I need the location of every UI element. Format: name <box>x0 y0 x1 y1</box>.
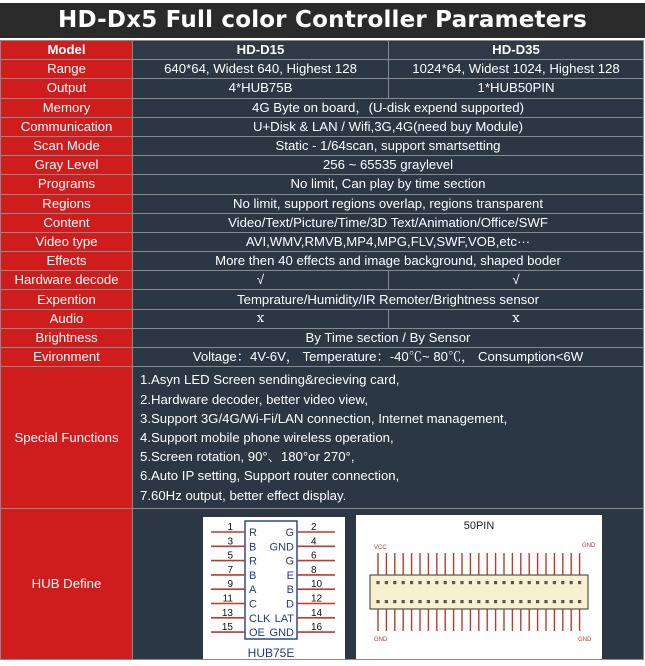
pin50-pad <box>570 600 573 603</box>
pin50-diagram <box>356 515 602 660</box>
row-label: Video type <box>1 232 133 251</box>
hub75e-right-pin-label: G <box>285 555 294 568</box>
hub75e-left-pin-label: R <box>249 527 257 540</box>
header-model-2: HD-D35 <box>389 41 644 60</box>
hub75e-right-pin-label: LAT <box>274 612 294 625</box>
hub75e-right-pin-label: GND <box>269 541 294 554</box>
header-model-1: HD-D15 <box>133 41 389 60</box>
pin50-pad <box>469 600 472 603</box>
header-row <box>1 41 644 60</box>
special-functions-label: Special Functions <box>1 367 133 509</box>
hub75e-left-pin-label: A <box>249 584 257 597</box>
row-value: No limit, support regions overlap, regions transparent <box>133 194 644 213</box>
pin50-pad <box>418 581 421 584</box>
hub75e-left-pin-number: 3 <box>227 536 233 548</box>
pin50-pad <box>561 581 564 584</box>
pin50-pad <box>402 600 405 603</box>
pin50-gnd-bottom-label-2: GND <box>578 637 592 644</box>
pin50-pad <box>544 581 547 584</box>
hub75e-right-pin-number: 10 <box>311 579 323 591</box>
row-value-2: 1*HUB50PIN <box>389 79 644 98</box>
hub75e-right-pin-label: B <box>286 584 294 597</box>
hub75e-right-pin-label: G <box>285 527 294 540</box>
check-mark: √ <box>133 271 389 290</box>
pin50-pad <box>544 600 547 603</box>
pin50-pad <box>528 600 531 603</box>
row-value-1: 640*64, Widest 640, Highest 128 <box>133 60 389 79</box>
pin50-pad <box>502 600 505 603</box>
hub-define-row <box>1 509 644 660</box>
hub-define-label: HUB Define <box>1 509 133 660</box>
row-label: Communication <box>1 117 133 136</box>
pin50-pad <box>469 581 472 584</box>
pin50-connector-svg <box>356 515 602 660</box>
row-value: U+Disk & LAN / Wifi,3G,4G(need buy Module) <box>133 117 644 136</box>
hub75e-left-pin-number: 15 <box>221 622 233 634</box>
special-functions-row <box>1 367 644 509</box>
pin50-pad <box>393 581 396 584</box>
pin50-pad <box>477 600 480 603</box>
hub75e-left-pin-label: B <box>249 570 257 583</box>
row-value: By Time section / By Sensor <box>133 328 644 347</box>
row-value-1: 4*HUB75B <box>133 79 389 98</box>
row-label: Brightness <box>1 328 133 347</box>
special-item: 4.Support mobile phone wireless operation, <box>140 430 394 446</box>
cross-mark: x <box>133 309 389 328</box>
special-functions-list <box>133 367 644 509</box>
pin50-pad <box>460 581 463 584</box>
hub75e-left-pin-number: 13 <box>221 607 233 619</box>
row-label: Audio <box>1 309 133 328</box>
hub75e-left-pin-label: CLK <box>249 612 271 625</box>
hub75e-right-pin-label: GND <box>269 627 294 640</box>
hub75e-right-pin-number: 4 <box>311 536 317 548</box>
hub75e-right-pin-number: 8 <box>311 565 317 577</box>
row-label: Expention <box>1 290 133 309</box>
hub75e-right-pin-number: 12 <box>311 593 323 605</box>
row-value: No limit, Can play by time section <box>133 175 644 194</box>
pin50-pad <box>418 600 421 603</box>
row-value: 4G Byte on board，(U-disk expend supported) <box>133 98 644 117</box>
pin50-pad <box>536 600 539 603</box>
row-label: Hardware decode <box>1 271 133 290</box>
sheet-title: HD-Dx5 Full color Controller Parameters <box>0 3 645 38</box>
row-label: Regions <box>1 194 133 213</box>
pin50-pad <box>402 581 405 584</box>
pin50-pad <box>553 600 556 603</box>
pin50-pad <box>561 600 564 603</box>
pin50-pad <box>376 581 379 584</box>
hub75e-right-pin-number: 14 <box>311 607 323 619</box>
pin50-pad <box>444 600 447 603</box>
pin50-pad <box>494 581 497 584</box>
pin50-pad <box>460 600 463 603</box>
pin50-gnd-bottom-label: GND <box>374 637 388 644</box>
pin50-pad <box>393 600 396 603</box>
hub75e-left-pin-label: C <box>249 598 257 611</box>
hub75e-pinout-svg <box>203 517 345 660</box>
hub75e-right-pin-number: 16 <box>311 622 323 634</box>
row-value: Video/Text/Picture/Time/3D Text/Animation/Office/SWF <box>133 213 644 232</box>
special-item: 1.Asyn LED Screen sending&recieving card, <box>140 372 400 388</box>
pin50-pad <box>477 581 480 584</box>
pin50-pad <box>502 581 505 584</box>
hub75e-left-pin-label: R <box>249 555 257 568</box>
pin50-pad <box>486 581 489 584</box>
row-value: Static - 1/64scan, support smartsetting <box>133 136 644 155</box>
hub75e-left-pin-number: 1 <box>227 522 233 534</box>
row-label: Evironment <box>1 348 133 367</box>
row-label: Gray Level <box>1 156 133 175</box>
row-label: Memory <box>1 98 133 117</box>
pin50-pad <box>578 600 581 603</box>
row-value: Temprature/Humidity/IR Remoter/Brightness sensor <box>133 290 644 309</box>
hub-diagrams <box>133 509 644 660</box>
pin50-pad <box>385 600 388 603</box>
pin50-pad <box>553 581 556 584</box>
pin50-pad <box>452 600 455 603</box>
hub75e-left-pin-number: 7 <box>227 565 233 577</box>
hub75e-right-pin-number: 6 <box>311 550 317 562</box>
hub75e-right-pin-number: 2 <box>311 522 317 534</box>
pin50-pad <box>427 600 430 603</box>
parameters-table <box>0 40 644 660</box>
pin50-pad <box>427 581 430 584</box>
pin50-vcc-label: VCC <box>374 545 387 552</box>
row-label: Content <box>1 213 133 232</box>
special-item: 6.Auto IP setting, Support router connection, <box>140 468 400 484</box>
pin50-pad <box>452 581 455 584</box>
pin50-pad <box>435 581 438 584</box>
row-label: Programs <box>1 175 133 194</box>
row-label: Scan Mode <box>1 136 133 155</box>
row-label: Effects <box>1 252 133 271</box>
pin50-pad <box>376 600 379 603</box>
pin50-pad <box>435 600 438 603</box>
pin50-pad <box>486 600 489 603</box>
row-value: Voltage：4V-6V， Temperature：-40℃~ 80℃， Consumption<6W <box>133 348 644 367</box>
hub75e-left-pin-label: OE <box>249 627 265 640</box>
pin50-pad <box>519 581 522 584</box>
hub75e-left-pin-number: 5 <box>227 550 233 562</box>
row-label: Output <box>1 79 133 98</box>
hub75e-left-pin-label: B <box>249 541 257 554</box>
pin50-pad <box>511 581 514 584</box>
row-value: 256 ~ 65535 graylevel <box>133 156 644 175</box>
special-item: 2.Hardware decoder, better video view, <box>140 391 368 407</box>
pin50-pad <box>410 581 413 584</box>
header-label: Model <box>1 41 133 60</box>
special-item: 5.Screen rotation, 90°、180°or 270°, <box>140 449 355 465</box>
special-item: 7.60Hz output, better effect display. <box>140 487 347 503</box>
hub75e-left-pin-number: 11 <box>222 593 233 605</box>
pin50-pad <box>511 600 514 603</box>
pin50-pad <box>494 600 497 603</box>
pin50-pad <box>578 581 581 584</box>
hub75e-diagram <box>203 517 345 660</box>
row-value: More then 40 effects and image background, shaped boder <box>133 252 644 271</box>
row-value-2: 1024*64, Widest 1024, Highest 128 <box>389 60 644 79</box>
pin50-pad <box>385 581 388 584</box>
hub75e-caption: HUB75E <box>247 646 295 660</box>
hub75e-left-pin-number: 9 <box>227 579 233 591</box>
pin50-pad <box>410 600 413 603</box>
check-mark: √ <box>389 271 644 290</box>
row-label: Range <box>1 60 133 79</box>
row-value: AVI,WMV,RMVB,MP4,MPG,FLV,SWF,VOB,etc··· <box>133 232 644 251</box>
pin50-caption: 50PIN <box>463 520 495 533</box>
pin50-gnd-label: GND <box>582 543 596 550</box>
pin50-pad <box>536 581 539 584</box>
cross-mark: x <box>389 309 644 328</box>
pin50-pad <box>528 581 531 584</box>
hub75e-right-pin-label: D <box>286 598 294 611</box>
special-item: 3.Support 3G/4G/Wi-Fi/LAN connection, Internet management, <box>140 410 508 426</box>
pin50-pad <box>444 581 447 584</box>
pin50-pad <box>570 581 573 584</box>
pin50-pad <box>519 600 522 603</box>
hub75e-right-pin-label: E <box>286 570 294 583</box>
